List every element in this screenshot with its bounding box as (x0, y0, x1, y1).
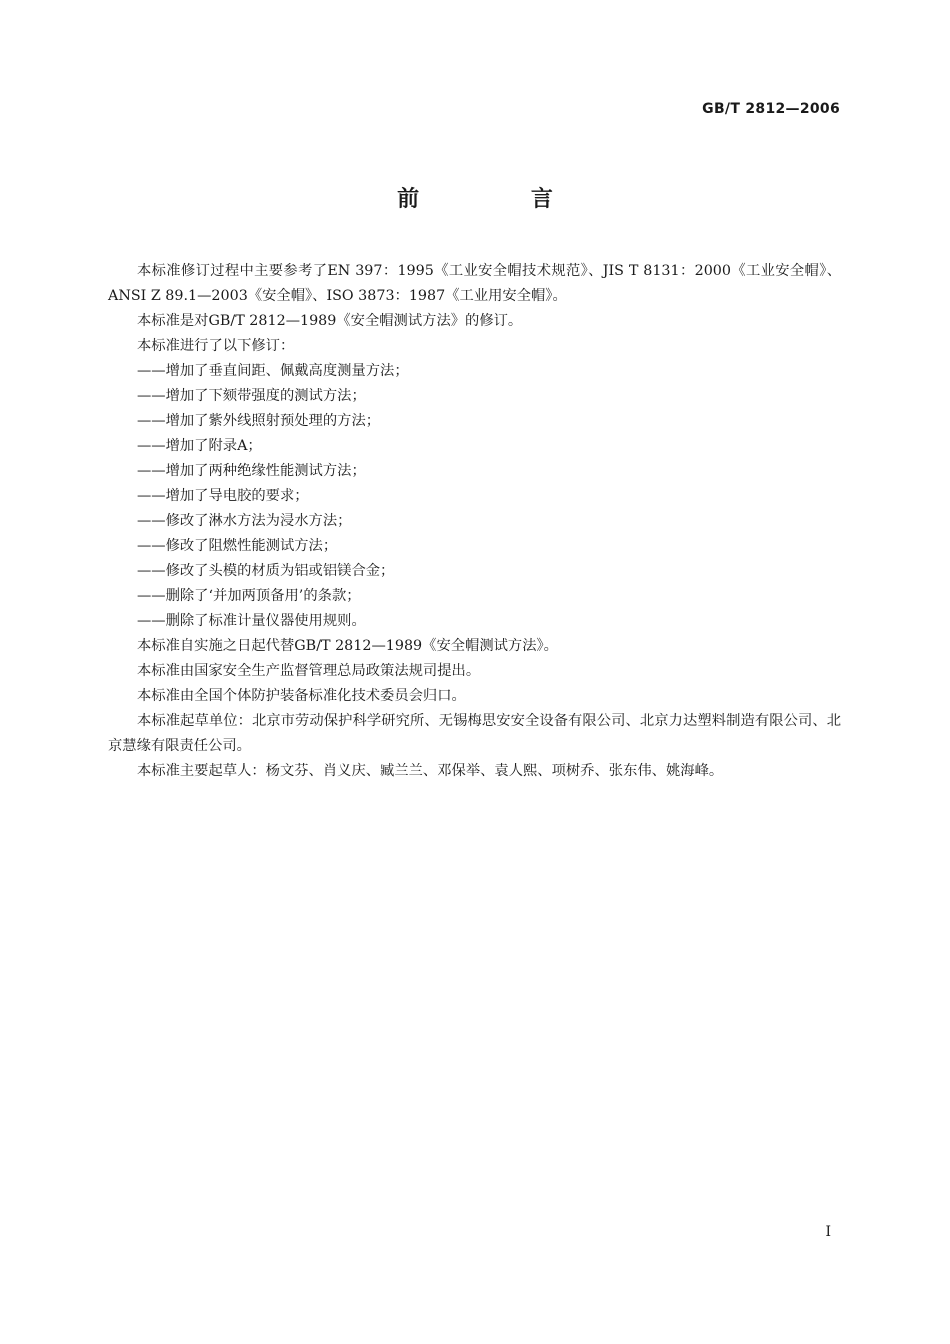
intro-paragraph-revisions-lead: 本标准进行了以下修订： (137, 338, 295, 354)
revision-item: ——修改了头模的材质为铝或铝镁合金； (137, 563, 395, 579)
closing-paragraph-replaces: 本标准自实施之日起代替GB/T 2812—1989《安全帽测试方法》。 (137, 638, 558, 654)
standard-code: GB/T 2812—2006 (702, 101, 840, 117)
closing-paragraph-drafting-units: 本标准起草单位：北京市劳动保护科学研究所、无锡梅思安安全设备有限公司、北京力达塑料制造有限公司、北京慧缘有限责任公司。 (108, 713, 841, 754)
closing-paragraph-proposed-by: 本标准由国家安全生产监督管理总局政策法规司提出。 (137, 663, 481, 679)
closing-paragraph-administered-by: 本标准由全国个体防护装备标准化技术委员会归口。 (137, 688, 466, 704)
page-number: I (825, 1224, 831, 1240)
revision-item: ——修改了阻燃性能测试方法； (137, 538, 338, 554)
page-title: 前 言 (397, 187, 605, 212)
revision-item: ——修改了淋水方法为浸水方法； (137, 513, 352, 529)
revision-list (108, 359, 841, 634)
revision-item: ——增加了两种绝缘性能测试方法； (137, 463, 366, 479)
revision-item: ——增加了垂直间距、佩戴高度测量方法； (137, 363, 409, 379)
document-body (108, 259, 841, 784)
revision-item: ——删除了‘并加两顶备用’的条款； (137, 588, 361, 604)
revision-item: ——删除了标准计量仪器使用规则。 (137, 613, 366, 629)
closing-paragraph-drafters: 本标准主要起草人：杨文芬、肖义庆、臧兰兰、邓保举、袁人熙、项树乔、张东伟、姚海峰。 (137, 763, 724, 779)
intro-paragraph-revision-of: 本标准是对GB/T 2812—1989《安全帽测试方法》的修订。 (137, 313, 523, 329)
revision-item: ——增加了导电胶的要求； (137, 488, 309, 504)
revision-item: ——增加了紫外线照射预处理的方法； (137, 413, 381, 429)
revision-item: ——增加了下颏带强度的测试方法； (137, 388, 366, 404)
revision-item: ——增加了附录A； (137, 438, 262, 454)
intro-paragraph-references: 本标准修订过程中主要参考了EN 397：1995《工业安全帽技术规范》、JIS T 8131：2000《工业安全帽》、ANSI Z 89.1—2003《安全帽》、ISO 3873：1987《工业用安全帽》。 (108, 263, 841, 304)
